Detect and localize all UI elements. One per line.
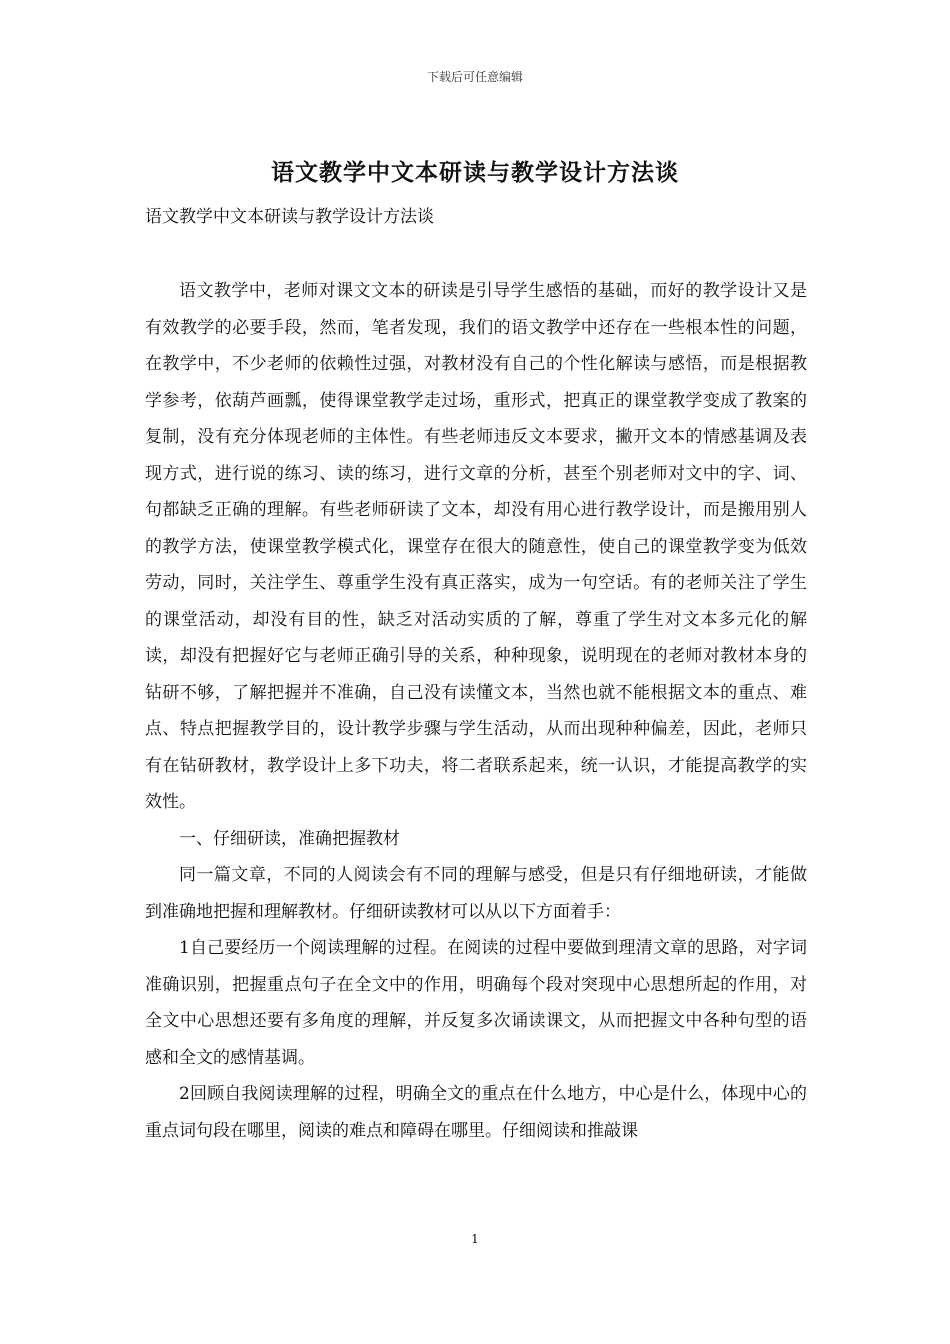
document-title: 语文教学中文本研读与教学设计方法谈 xyxy=(271,159,679,186)
section-heading: 一、仔细研读，准确把握教材 xyxy=(179,828,400,849)
page-number: 1 xyxy=(471,1232,479,1246)
body-paragraph: 同一篇文章，不同的人阅读会有不同的理解与感受，但是只有仔细地研读，才能做到准确地把握和理解教材。仔细研读教材可以从以下方面着手： xyxy=(145,865,807,922)
document-subtitle: 语文教学中文本研读与教学设计方法谈 xyxy=(145,207,434,227)
document-body xyxy=(145,273,807,1149)
intro-paragraph: 语文教学中，老师对课文文本的研读是引导学生感悟的基础，而好的教学设计又是有效教学的必要手段，然而，笔者发现，我们的语文教学中还存在一些根本性的问题，在教学中，不少老师的依赖性过强，对教材没有自己的个性化解读与感悟，而是根据教学参考，依葫芦画瓢，使得课堂教学走过场，重形式，把真正的课堂教学变成了教案的复制，没有充分体现老师的主体性。有些老师违反文本要求，撇开文本的情感基调及表现方式，进行说的练习、读的练习，进行文章的分析，甚至个别老师对文中的字、词、句都缺乏正确的理解。有些老师研读了文本，却没有用心进行教学设计，而是搬用别人的教学方法，使课堂教学模式化，课堂存在很大的随意性，使自己的课堂教学变为低效劳动，同时，关注学生、尊重学生没有真正落实，成为一句空话。有的老师关注了学生的课堂活动，却没有目的性，缺乏对活动实质的了解，尊重了学生对文本多元化的解读，却没有把握好它与老师正确引导的关系，种种现象，说明现在的老师对教材本身的钻研不够，了解把握并不准确，自己没有读懂文本，当然也就不能根据文本的重点、难点、特点把握教学目的，设计教学步骤与学生活动，从而出现种种偏差，因此，老师只有在钻研教材，教学设计上多下功夫，将二者联系起来，统一认识，才能提高教学的实效性。 xyxy=(145,281,807,812)
body-paragraph: 1自己要经历一个阅读理解的过程。在阅读的过程中要做到理清文章的思路，对字词准确识别，把握重点句子在全文中的作用，明确每个段对突现中心思想所起的作用，对全文中心思想还要有多角度的理解，并反复多次诵读课文，从而把握文中各种句型的语感和全文的感情基调。 xyxy=(145,938,807,1068)
page-header-note: 下载后可任意编辑 xyxy=(426,70,523,84)
body-paragraph: 2回顾自我阅读理解的过程，明确全文的重点在什么地方，中心是什么，体现中心的重点词句段在哪里，阅读的难点和障碍在哪里。仔细阅读和推敲课 xyxy=(145,1084,807,1141)
